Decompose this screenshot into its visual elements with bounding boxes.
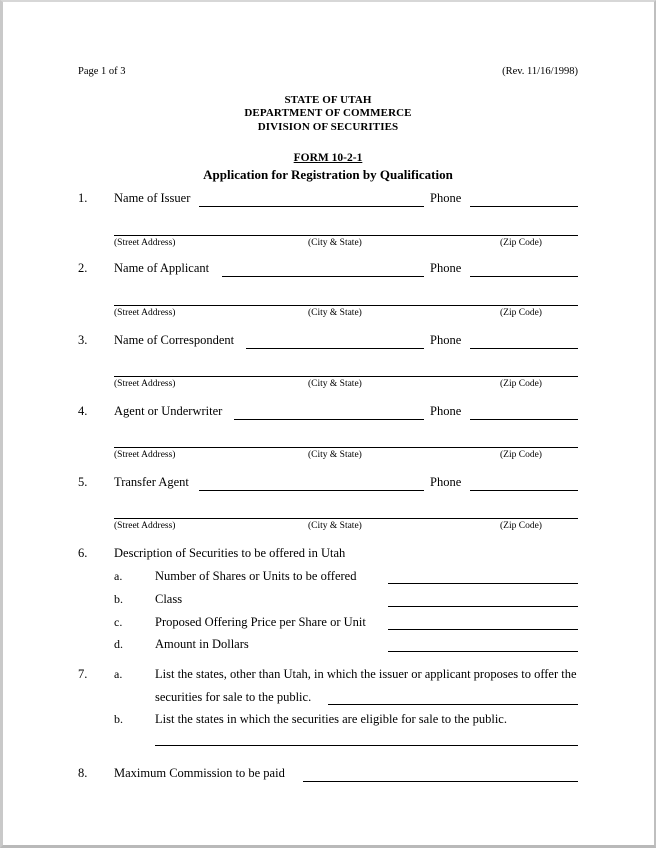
item-7a-text-line1: List the states, other than Utah, in which the issuer or applicant proposes to offer the — [155, 667, 577, 681]
caption-city-4: (City & State) — [308, 450, 362, 460]
item-6b-fill-line[interactable] — [388, 606, 578, 607]
caption-city-3: (City & State) — [308, 379, 362, 389]
item-number-4: 4. — [78, 404, 88, 418]
item-label-6: Description of Securities to be offered in Utah — [114, 546, 346, 560]
item-6d-letter: d. — [114, 637, 123, 651]
phone-label-4: Phone — [430, 404, 462, 418]
caption-city-2: (City & State) — [308, 308, 362, 318]
address-fill-line-2[interactable] — [114, 305, 578, 306]
caption-street-1: (Street Address) — [114, 238, 176, 248]
agency-division: DIVISION OF SECURITIES — [257, 120, 399, 133]
item-label-1: Name of Issuer — [114, 191, 191, 205]
name-fill-line-2[interactable] — [222, 276, 424, 277]
item-7b-text: List the states in which the securities are eligible for sale to the public. — [155, 712, 507, 726]
item-6d-text: Amount in Dollars — [155, 637, 249, 651]
item-7a-fill-line[interactable] — [328, 704, 578, 705]
page-header — [78, 66, 578, 77]
item-label-2: Name of Applicant — [114, 261, 210, 275]
name-fill-line-4[interactable] — [234, 419, 424, 420]
agency-department: DEPARTMENT OF COMMERCE — [244, 107, 412, 120]
item-number-6: 6. — [78, 546, 88, 560]
item-number-7: 7. — [78, 667, 88, 681]
item-6a-letter: a. — [114, 569, 123, 583]
item-8-fill-line[interactable] — [303, 781, 578, 782]
item-number-3: 3. — [78, 333, 88, 347]
caption-street-4: (Street Address) — [114, 450, 176, 460]
caption-zip-2: (Zip Code) — [500, 308, 542, 318]
caption-city-5: (City & State) — [308, 521, 362, 531]
revision-date: (Rev. 11/16/1998) — [502, 66, 578, 77]
item-7b-fill-line[interactable] — [155, 745, 578, 746]
name-fill-line-1[interactable] — [199, 206, 424, 207]
item-7a-letter: a. — [114, 667, 123, 681]
phone-fill-line-1[interactable] — [470, 206, 578, 207]
caption-zip-3: (Zip Code) — [500, 379, 542, 389]
item-number-8: 8. — [78, 766, 88, 780]
name-fill-line-5[interactable] — [199, 490, 424, 491]
item-label-5: Transfer Agent — [114, 475, 189, 489]
item-6a-fill-line[interactable] — [388, 583, 578, 584]
item-6b-letter: b. — [114, 592, 123, 606]
item-6d-fill-line[interactable] — [388, 651, 578, 652]
item-6b-text: Class — [155, 592, 183, 606]
item-label-4: Agent or Underwriter — [114, 404, 223, 418]
caption-street-5: (Street Address) — [114, 521, 176, 531]
caption-zip-1: (Zip Code) — [500, 238, 542, 248]
phone-fill-line-4[interactable] — [470, 419, 578, 420]
phone-fill-line-5[interactable] — [470, 490, 578, 491]
item-label-3: Name of Correspondent — [114, 333, 235, 347]
agency-state: STATE OF UTAH — [284, 94, 372, 106]
form-number: FORM 10-2-1 — [293, 152, 363, 165]
item-7a-text-line2: securities for sale to the public. — [155, 690, 312, 704]
item-number-1: 1. — [78, 191, 88, 205]
title-block — [78, 94, 578, 183]
address-fill-line-3[interactable] — [114, 376, 578, 377]
address-fill-line-4[interactable] — [114, 447, 578, 448]
item-6c-text: Proposed Offering Price per Share or Unit — [155, 615, 366, 629]
address-fill-line-5[interactable] — [114, 518, 578, 519]
phone-fill-line-3[interactable] — [470, 348, 578, 349]
caption-street-3: (Street Address) — [114, 379, 176, 389]
address-fill-line-1[interactable] — [114, 235, 578, 236]
item-6c-letter: c. — [114, 615, 123, 629]
item-label-8: Maximum Commission to be paid — [114, 766, 285, 780]
item-6a-text: Number of Shares or Units to be offered — [155, 569, 357, 583]
caption-zip-4: (Zip Code) — [500, 450, 542, 460]
name-fill-line-3[interactable] — [246, 348, 424, 349]
item-6c-fill-line[interactable] — [388, 629, 578, 630]
caption-city-1: (City & State) — [308, 238, 362, 248]
caption-street-2: (Street Address) — [114, 308, 176, 318]
caption-zip-5: (Zip Code) — [500, 521, 542, 531]
phone-label-1: Phone — [430, 191, 462, 205]
form-title: Application for Registration by Qualification — [203, 167, 453, 183]
phone-fill-line-2[interactable] — [470, 276, 578, 277]
phone-label-2: Phone — [430, 261, 462, 275]
phone-label-3: Phone — [430, 333, 462, 347]
item-7b-letter: b. — [114, 712, 123, 726]
item-number-2: 2. — [78, 261, 88, 275]
page-indicator: Page 1 of 3 — [78, 66, 126, 77]
item-number-5: 5. — [78, 475, 88, 489]
phone-label-5: Phone — [430, 475, 462, 489]
